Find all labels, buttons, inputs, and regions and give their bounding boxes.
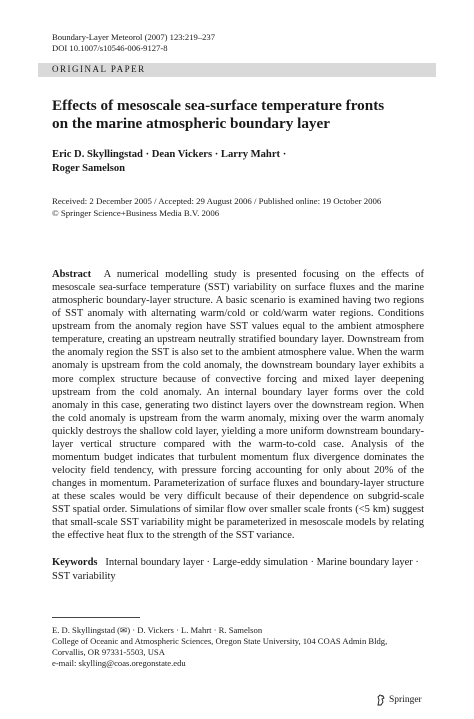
author-list bbox=[52, 148, 432, 176]
springer-horse-icon bbox=[376, 694, 386, 706]
paper-title-line-1: Effects of mesoscale sea-surface temperature fronts bbox=[52, 97, 385, 114]
affiliation-city: Corvallis, OR 97331-5503, USA bbox=[52, 647, 165, 657]
affiliation-email[interactable]: e-mail: skylling@coas.oregonstate.edu bbox=[52, 658, 186, 668]
keywords-text: Internal boundary layer · Large-eddy simulation · Marine boundary layer · SST variability bbox=[52, 557, 419, 582]
abstract-text: A numerical modelling study is presented focusing on the effects of mesoscale sea-surface temperature (SST) variability on surface fluxes and the marine atmospheric boundary-layer structure. A basic scenario is examined having two regions of SST anomaly with alternating warm/cold or cold/warm water regions. Conditions upstream from the anomaly region have SST values equal to the ambient atmosphere temperature, creating an upstream neutrally stratified boundary layer. Downstream from the anomaly region the SST is also set to the ambient atmosphere value. When the warm anomaly is upstream from the cold anomaly, the downstream boundary layer exhibits a more complex structure because of convective forcing and mixed layer deepening upstream from the cold anomaly. An internal boundary layer forms over the cold anomaly in this case, generating two distinct layers over the downstream region. When the cold anomaly is upstream from the warm anomaly, mixing over the warm anomaly quickly destroys the shallow cold layer, yielding a more uniform downstream boundary-layer vertical structure compared with the warm-to-cold case. Analysis of the momentum budget indicates that turbulent momentum flux divergence dominates the velocity field tendency, with pressure forcing accounting for only about 20% of the changes in momentum. Parameterization of surface fluxes and boundary-layer structure at these scales would be very difficult because of their dependence on subgrid-scale SST spatial order. Simulations of similar flow over smaller scale fronts (<5 km) suggest that small-scale SST variability might be parameterized in mesoscale models by relating the effective heat flux to the strength of the SST variance. bbox=[52, 269, 425, 542]
publisher-name: Springer bbox=[389, 695, 422, 705]
copyright-notice: © Springer Science+Business Media B.V. 2006 bbox=[52, 207, 220, 218]
journal-doi[interactable]: DOI 10.1007/s10546-006-9127-8 bbox=[52, 43, 168, 53]
section-label-bar bbox=[38, 63, 436, 77]
paper-title-line-2: on the marine atmospheric boundary layer bbox=[52, 115, 331, 132]
affiliation-institution: College of Oceanic and Atmospheric Sciences, Oregon State University, 104 COAS Admin Bldg, bbox=[52, 636, 388, 646]
journal-header bbox=[52, 32, 215, 54]
keywords bbox=[52, 556, 424, 583]
keywords-label: Keywords bbox=[52, 557, 98, 568]
publisher-logo bbox=[376, 694, 422, 706]
publication-dates bbox=[52, 196, 442, 219]
paper-title bbox=[52, 97, 432, 133]
journal-citation: Boundary-Layer Meteorol (2007) 123:219–237 bbox=[52, 32, 216, 42]
abstract bbox=[52, 268, 424, 542]
section-label: ORIGINAL PAPER bbox=[52, 64, 146, 74]
affiliation-names: E. D. Skyllingstad (✉) · D. Vickers · L. Mahrt · R. Samelson bbox=[52, 625, 263, 635]
footnote-rule bbox=[52, 617, 140, 618]
affiliation bbox=[52, 625, 442, 669]
abstract-label: Abstract bbox=[52, 269, 92, 280]
history-dates: Received: 2 December 2005 / Accepted: 29 August 2006 / Published online: 19 October 2006 bbox=[52, 196, 382, 206]
author-line-2: Roger Samelson bbox=[52, 163, 126, 174]
author-line-1: Eric D. Skyllingstad · Dean Vickers · Larry Mahrt · bbox=[52, 149, 287, 160]
